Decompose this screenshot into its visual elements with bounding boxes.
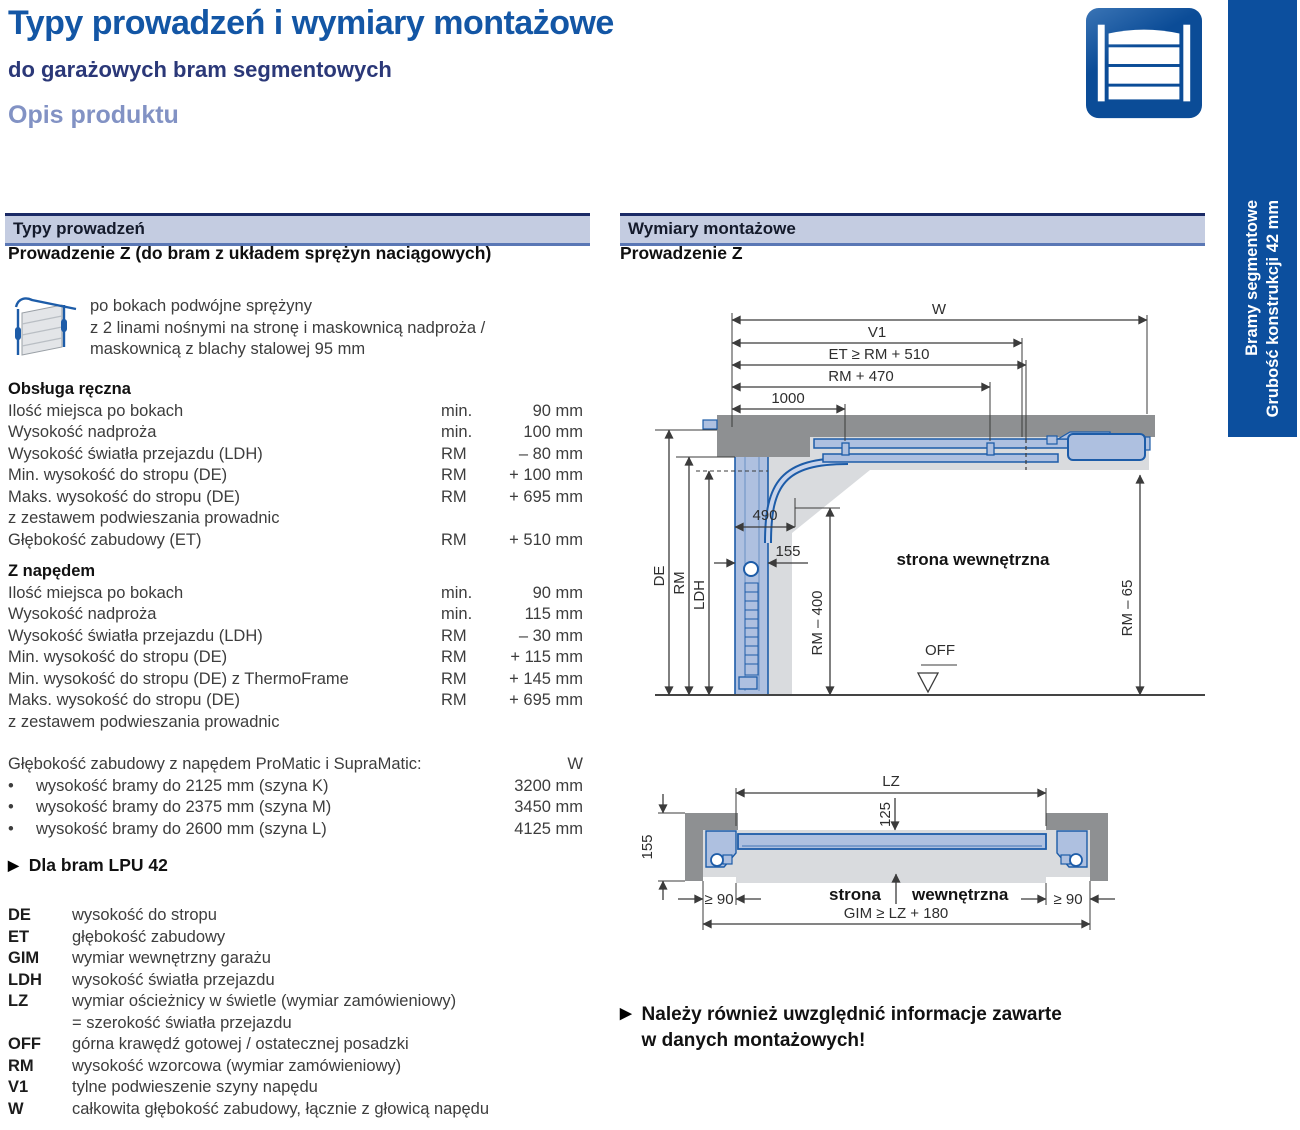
legend-key: W — [8, 1099, 24, 1118]
spec-row: Min. wysokość do stropu (DE) RM + 100 mm — [8, 466, 583, 484]
bullet-icon: • — [8, 776, 14, 795]
depth-header-row — [8, 754, 583, 776]
legend-row — [8, 1077, 583, 1099]
legend-row — [8, 905, 583, 927]
svg-text:LZ: LZ — [882, 773, 900, 790]
bullet-icon: • — [8, 798, 14, 816]
spec-row: Ilość miejsca po bokach min. 90 mm — [8, 583, 583, 602]
manual-spec-title: Obsługa ręczna — [8, 380, 131, 398]
edge-tab-line2: Grubość konstrukcji 42 mm — [1263, 200, 1282, 418]
svg-text:ET ≥ RM + 510: ET ≥ RM + 510 — [828, 346, 930, 363]
section-bar-track-types: Typy prowadzeń — [5, 213, 590, 246]
level-marker-icon — [918, 673, 938, 692]
side-view-diagram — [618, 293, 1208, 713]
svg-text:155: 155 — [775, 543, 801, 560]
legend-desc: tylne podwieszenie szyny napędu — [72, 1078, 318, 1096]
note-line1: Należy również uwzględnić informacje zawarte — [641, 1004, 1062, 1025]
legend-key: OFF — [8, 1035, 41, 1053]
depth-header-value: W — [567, 755, 583, 773]
spec-row: Wysokość nadproża min. 100 mm — [8, 423, 583, 441]
spec-row-note: z zestawem podwieszania prowadnic — [8, 712, 280, 731]
svg-text:LDH: LDH — [691, 579, 708, 611]
legend-key: RM — [8, 1056, 34, 1075]
legend-desc: wysokość wzorcowa (wymiar zamówieniowy) — [72, 1056, 402, 1075]
legend-key: V1 — [8, 1078, 29, 1096]
svg-text:RM + 470: RM + 470 — [828, 368, 894, 385]
svg-text:≥ 90: ≥ 90 — [704, 891, 734, 908]
legend-desc: górna krawędź gotowej / ostatecznej posadzki — [72, 1035, 409, 1053]
legend-key: LDH — [8, 970, 42, 989]
garage-door-icon — [1085, 7, 1203, 128]
section-label: Opis produktu — [8, 101, 179, 129]
track-type-subheader: Prowadzenie Z (do bram z układem sprężyn naciągowych) — [8, 243, 492, 263]
door-model-note: ▶ Dla bram LPU 42 — [8, 855, 168, 875]
svg-text:RM – 400: RM – 400 — [809, 590, 826, 656]
legend-row — [8, 927, 583, 949]
drive-spec-title: Z napędem — [8, 562, 96, 580]
svg-text:wewnętrzna: wewnętrzna — [912, 885, 1009, 904]
page-title: Typy prowadzeń i wymiary montażowe — [8, 4, 614, 42]
legend-row — [8, 970, 583, 992]
edge-tab-text — [1228, 0, 1297, 437]
triangle-marker-icon: ▶ — [620, 1005, 632, 1022]
section-bar-mounting-dimensions: Wymiary montażowe — [620, 213, 1205, 246]
legend-desc: wysokość do stropu — [72, 906, 217, 924]
depth-list — [8, 754, 583, 840]
legend-row — [8, 1056, 583, 1078]
svg-text:strona: strona — [829, 885, 881, 904]
legend-key: DE — [8, 906, 31, 924]
bullet-icon: • — [8, 819, 14, 838]
spec-row: Min. wysokość do stropu (DE) z ThermoFrame RM + 145 mm — [8, 669, 583, 688]
door-leaf — [735, 433, 768, 695]
spec-row: Min. wysokość do stropu (DE) RM + 115 mm — [8, 648, 583, 666]
spec-row: Maks. wysokość do stropu (DE) RM + 695 mm — [8, 487, 583, 506]
legend-row — [8, 1034, 583, 1056]
depth-row: • wysokość bramy do 2375 mm (szyna M) 3450 mm — [8, 797, 583, 819]
legend-desc: wymiar wewnętrzny garażu — [72, 949, 271, 967]
note-line2: w danych montażowych! — [641, 1030, 866, 1051]
svg-text:155: 155 — [639, 834, 656, 860]
door-panel-plan — [738, 834, 1046, 849]
svg-text:DE: DE — [651, 565, 668, 587]
legend-row — [8, 991, 583, 1034]
off-label: OFF — [925, 642, 955, 659]
depth-row: • wysokość bramy do 2125 mm (szyna K) 3200 mm — [8, 776, 583, 798]
spec-row: Głębokość zabudowy (ET) RM + 510 mm — [8, 530, 583, 549]
triangle-marker-icon: ▶ — [8, 857, 19, 873]
drive-spec-table — [8, 561, 583, 733]
spec-row-note: z zestawem podwieszania prowadnic — [8, 509, 280, 527]
manual-spec-table — [8, 379, 583, 551]
door-track — [823, 454, 1058, 462]
svg-text:490: 490 — [752, 507, 778, 524]
legend-row — [8, 1099, 583, 1121]
svg-text:125: 125 — [877, 801, 894, 827]
edge-tab-line1: Bramy segmentowe — [1242, 200, 1261, 356]
spec-row: Wysokość nadproża min. 115 mm — [8, 605, 583, 623]
depth-header-label: Głębokość zabudowy z napędem ProMatic i SupraMatic: — [8, 755, 422, 773]
svg-text:RM – 65: RM – 65 — [1119, 579, 1136, 637]
svg-text:RM: RM — [671, 571, 688, 595]
spec-row: Wysokość światła przejazdu (LDH) RM – 80 mm — [8, 444, 583, 463]
abbreviation-legend — [8, 905, 583, 1120]
legend-desc: głębokość zabudowy — [72, 927, 226, 946]
spec-row: Wysokość światła przejazdu (LDH) RM – 30 mm — [8, 626, 583, 645]
inner-side-label: strona wewnętrzna — [896, 550, 1050, 569]
operator-head — [1068, 434, 1145, 460]
legend-desc: całkowita głębokość zabudowy, łącznie z głowicą napędu — [72, 1099, 490, 1118]
svg-text:V1: V1 — [867, 324, 887, 341]
spec-row: Maks. wysokość do stropu (DE) RM + 695 mm — [8, 691, 583, 709]
lintel — [717, 415, 810, 457]
legend-key: LZ — [8, 992, 29, 1010]
mounting-subheader: Prowadzenie Z — [620, 243, 743, 263]
track-description: po bokach podwójne sprężyny z 2 linami nośnymi na stronę i maskownicą nadproża / maskownicą z blachy stalowej 95 mm — [90, 297, 486, 358]
fascia-panel — [703, 420, 717, 429]
legend-desc: wysokość światła przejazdu — [72, 970, 275, 989]
svg-text:≥ 90: ≥ 90 — [1053, 891, 1083, 908]
svg-text:W: W — [931, 301, 947, 318]
svg-text:1000: 1000 — [771, 390, 805, 407]
z-track-icon — [6, 293, 80, 370]
legend-key: ET — [8, 927, 30, 946]
mounting-data-note — [620, 1002, 1180, 1054]
svg-text:GIM ≥ LZ + 180: GIM ≥ LZ + 180 — [843, 905, 949, 922]
depth-row: • wysokość bramy do 2600 mm (szyna L) 4125 mm — [8, 819, 583, 841]
plan-view-diagram — [618, 760, 1208, 970]
legend-row — [8, 948, 583, 970]
legend-key: GIM — [8, 949, 40, 967]
page-subtitle: do garażowych bram segmentowych — [8, 57, 392, 82]
spec-row: Ilość miejsca po bokach min. 90 mm — [8, 401, 583, 420]
legend-desc: wymiar ościeżnicy w świetle (wymiar zamówieniowy) = szerokość światła przejazdu — [72, 992, 457, 1032]
